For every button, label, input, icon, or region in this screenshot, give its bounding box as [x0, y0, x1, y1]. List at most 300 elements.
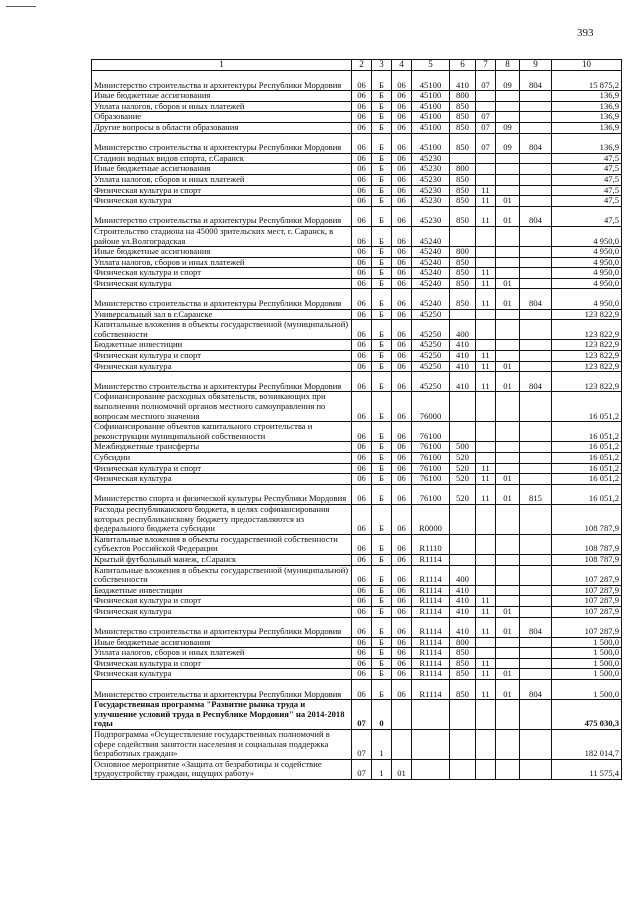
row-code: [496, 759, 520, 779]
row-code: Б: [372, 351, 392, 362]
row-code: R1114: [412, 669, 450, 680]
table-row: [92, 133, 622, 153]
row-code: [476, 504, 496, 534]
row-code: Б: [372, 340, 392, 351]
row-amount: 123 822,9: [552, 340, 622, 351]
row-code: [520, 247, 552, 258]
row-code: [496, 463, 520, 474]
row-code: [496, 730, 520, 760]
row-code: 45250: [412, 340, 450, 351]
row-code: 06: [352, 392, 372, 422]
row-amount: 1 500,0: [552, 669, 622, 680]
row-code: 06: [352, 289, 372, 309]
row-code: [496, 268, 520, 279]
row-code: 850: [450, 680, 476, 700]
row-amount: 136,9: [552, 122, 622, 133]
row-code: R1114: [412, 596, 450, 607]
row-code: 410: [450, 351, 476, 362]
row-code: 06: [392, 372, 412, 392]
row-code: [520, 340, 552, 351]
row-code: [496, 112, 520, 123]
row-code: [520, 474, 552, 485]
row-code: Б: [372, 309, 392, 320]
row-code: 410: [450, 71, 476, 91]
row-amount: 107 287,9: [552, 596, 622, 607]
row-code: 11: [476, 669, 496, 680]
row-label: Капитальные вложения в объекты государственной (муниципальной) собственности: [92, 565, 352, 585]
row-code: [412, 730, 450, 760]
row-code: [496, 257, 520, 268]
row-code: Б: [372, 606, 392, 617]
row-code: 850: [450, 658, 476, 669]
row-code: 45250: [412, 372, 450, 392]
row-code: 850: [450, 278, 476, 289]
row-code: 06: [392, 534, 412, 554]
row-code: [412, 759, 450, 779]
row-code: 520: [450, 484, 476, 504]
row-code: [496, 226, 520, 246]
row-code: 06: [392, 268, 412, 279]
row-code: 76100: [412, 463, 450, 474]
row-code: 76100: [412, 422, 450, 442]
row-amount: 16 051,2: [552, 422, 622, 442]
row-code: 11: [476, 606, 496, 617]
row-code: [520, 351, 552, 362]
row-label: Министерство строительства и архитектуры Республики Мордовия: [92, 71, 352, 91]
row-code: 45230: [412, 174, 450, 185]
row-code: Б: [372, 153, 392, 164]
row-code: 06: [352, 554, 372, 565]
row-code: 45100: [412, 122, 450, 133]
row-code: R1114: [412, 637, 450, 648]
row-code: 06: [352, 153, 372, 164]
row-code: 76100: [412, 452, 450, 463]
row-code: [476, 700, 496, 730]
row-code: 06: [392, 504, 412, 534]
row-code: [450, 730, 476, 760]
row-code: [496, 585, 520, 596]
row-amount: 475 030,3: [552, 700, 622, 730]
row-code: [450, 700, 476, 730]
row-code: 45230: [412, 206, 450, 226]
row-code: 01: [496, 680, 520, 700]
row-code: [496, 164, 520, 175]
table-row: [92, 730, 622, 760]
row-label: Министерство строительства и архитектуры Республики Мордовия: [92, 372, 352, 392]
table-row: [92, 112, 622, 123]
row-code: 06: [352, 309, 372, 320]
row-code: [496, 101, 520, 112]
row-code: 06: [392, 474, 412, 485]
row-label: Субсидии: [92, 452, 352, 463]
row-code: 850: [450, 268, 476, 279]
row-code: 410: [450, 372, 476, 392]
table-row: [92, 565, 622, 585]
row-code: [496, 452, 520, 463]
table-row: [92, 504, 622, 534]
row-code: [520, 185, 552, 196]
row-amount: 16 051,2: [552, 463, 622, 474]
row-code: 850: [450, 196, 476, 207]
row-code: 850: [450, 289, 476, 309]
row-code: [476, 174, 496, 185]
row-amount: 123 822,9: [552, 372, 622, 392]
row-code: [496, 351, 520, 362]
row-code: 520: [450, 463, 476, 474]
row-label: Физическая культура: [92, 669, 352, 680]
row-code: [392, 700, 412, 730]
row-amount: 1 500,0: [552, 658, 622, 669]
row-code: Б: [372, 196, 392, 207]
row-code: 804: [520, 372, 552, 392]
row-code: 06: [392, 554, 412, 565]
table-row: [92, 648, 622, 659]
row-label: Бюджетные инвестиции: [92, 340, 352, 351]
row-code: [476, 257, 496, 268]
row-amount: 107 287,9: [552, 565, 622, 585]
row-code: 06: [352, 422, 372, 442]
row-code: 06: [352, 340, 372, 351]
row-code: 07: [476, 71, 496, 91]
row-amount: 16 051,2: [552, 442, 622, 453]
row-code: 06: [392, 596, 412, 607]
table-row: [92, 585, 622, 596]
row-code: 06: [392, 658, 412, 669]
row-code: 45100: [412, 112, 450, 123]
row-code: 804: [520, 680, 552, 700]
row-code: 06: [352, 185, 372, 196]
row-code: 410: [450, 596, 476, 607]
row-code: 06: [392, 452, 412, 463]
row-code: 09: [496, 133, 520, 153]
header-cell: 4: [392, 60, 412, 71]
row-code: Б: [372, 585, 392, 596]
row-code: [520, 278, 552, 289]
row-amount: 16 051,2: [552, 474, 622, 485]
table-row: [92, 153, 622, 164]
row-amount: 4 950,0: [552, 257, 622, 268]
row-code: [476, 91, 496, 102]
row-amount: 4 950,0: [552, 247, 622, 258]
row-code: [520, 606, 552, 617]
row-code: [520, 637, 552, 648]
row-code: Б: [372, 372, 392, 392]
table-row: [92, 351, 622, 362]
row-code: 07: [476, 122, 496, 133]
row-code: [476, 226, 496, 246]
row-code: 45100: [412, 133, 450, 153]
row-code: R1114: [412, 565, 450, 585]
row-code: [450, 226, 476, 246]
row-code: [476, 585, 496, 596]
row-amount: 123 822,9: [552, 351, 622, 362]
row-code: [476, 340, 496, 351]
row-code: 45230: [412, 196, 450, 207]
row-code: 01: [496, 484, 520, 504]
row-code: [476, 101, 496, 112]
row-code: 01: [496, 196, 520, 207]
row-code: Б: [372, 474, 392, 485]
row-amount: 4 950,0: [552, 278, 622, 289]
row-label: Физическая культура и спорт: [92, 596, 352, 607]
row-code: [450, 759, 476, 779]
row-code: 11: [476, 185, 496, 196]
row-code: Б: [372, 554, 392, 565]
table-row: [92, 196, 622, 207]
row-code: [520, 452, 552, 463]
row-code: [476, 730, 496, 760]
row-code: 800: [450, 91, 476, 102]
row-code: [496, 648, 520, 659]
row-code: [520, 174, 552, 185]
row-code: 11: [476, 617, 496, 637]
row-code: 06: [392, 226, 412, 246]
table-row: [92, 247, 622, 258]
row-code: [520, 196, 552, 207]
row-code: [476, 637, 496, 648]
row-code: [450, 422, 476, 442]
row-code: 06: [392, 392, 412, 422]
row-code: Б: [372, 565, 392, 585]
row-code: Б: [372, 164, 392, 175]
row-code: [412, 700, 450, 730]
row-code: 06: [352, 206, 372, 226]
row-code: 06: [392, 320, 412, 340]
row-code: [496, 565, 520, 585]
table-row: [92, 71, 622, 91]
row-code: Б: [372, 680, 392, 700]
row-code: Б: [372, 463, 392, 474]
row-amount: 47,5: [552, 174, 622, 185]
row-code: [520, 658, 552, 669]
row-code: 45240: [412, 247, 450, 258]
row-code: Б: [372, 648, 392, 659]
row-code: 01: [496, 474, 520, 485]
row-code: [496, 554, 520, 565]
row-code: 850: [450, 133, 476, 153]
row-label: Софинансирование объектов капитального строительства и реконструкции муниципальной собственности: [92, 422, 352, 442]
row-code: 06: [392, 484, 412, 504]
row-code: Б: [372, 185, 392, 196]
row-code: 11: [476, 278, 496, 289]
row-label: Бюджетные инвестиции: [92, 585, 352, 596]
row-code: [520, 463, 552, 474]
row-code: 45230: [412, 153, 450, 164]
row-code: Б: [372, 112, 392, 123]
row-amount: 107 287,9: [552, 617, 622, 637]
row-code: 850: [450, 669, 476, 680]
row-label: Другие вопросы в области образования: [92, 122, 352, 133]
row-label: Уплата налогов, сборов и иных платежей: [92, 101, 352, 112]
row-code: 500: [450, 442, 476, 453]
row-code: R1110: [412, 534, 450, 554]
row-amount: 108 787,9: [552, 504, 622, 534]
row-code: 815: [520, 484, 552, 504]
row-code: [450, 534, 476, 554]
table-row: [92, 700, 622, 730]
row-code: 06: [392, 278, 412, 289]
table-row: [92, 320, 622, 340]
row-code: 804: [520, 617, 552, 637]
row-code: 06: [392, 463, 412, 474]
row-code: 01: [496, 361, 520, 372]
row-code: [476, 452, 496, 463]
header-cell: 9: [520, 60, 552, 71]
table-row: [92, 617, 622, 637]
row-code: 45230: [412, 185, 450, 196]
row-code: 76100: [412, 474, 450, 485]
row-code: 06: [392, 257, 412, 268]
row-code: [520, 361, 552, 372]
row-label: Иные бюджетные ассигнования: [92, 637, 352, 648]
row-code: 520: [450, 474, 476, 485]
row-code: 06: [392, 361, 412, 372]
row-code: 06: [352, 463, 372, 474]
row-code: 1: [372, 730, 392, 760]
row-code: [450, 504, 476, 534]
table-row: [92, 289, 622, 309]
row-code: 410: [450, 340, 476, 351]
scan-corner-mark: [6, 6, 36, 7]
row-code: 400: [450, 565, 476, 585]
row-code: Б: [372, 101, 392, 112]
row-code: R0000: [412, 504, 450, 534]
row-code: 06: [392, 680, 412, 700]
row-label: Физическая культура и спорт: [92, 185, 352, 196]
row-label: Министерство строительства и архитектуры Республики Мордовия: [92, 289, 352, 309]
row-code: 400: [450, 320, 476, 340]
row-code: [476, 759, 496, 779]
row-code: 11: [476, 351, 496, 362]
row-code: 06: [352, 164, 372, 175]
row-code: 06: [352, 268, 372, 279]
row-label: Министерство строительства и архитектуры Республики Мордовия: [92, 617, 352, 637]
row-code: 06: [352, 484, 372, 504]
row-code: [496, 392, 520, 422]
row-code: Б: [372, 637, 392, 648]
row-label: Межбюджетные трансферты: [92, 442, 352, 453]
table-row: [92, 361, 622, 372]
row-amount: 1 500,0: [552, 648, 622, 659]
row-label: Капитальные вложения в объекты государственной (муниципальной) собственности: [92, 320, 352, 340]
table-row: [92, 658, 622, 669]
row-code: [450, 554, 476, 565]
row-code: 06: [352, 504, 372, 534]
row-code: [476, 422, 496, 442]
row-code: Б: [372, 71, 392, 91]
row-code: [520, 101, 552, 112]
row-code: 800: [450, 247, 476, 258]
row-code: 06: [352, 680, 372, 700]
row-code: Б: [372, 361, 392, 372]
header-cell: 2: [352, 60, 372, 71]
table-row: [92, 759, 622, 779]
row-amount: 123 822,9: [552, 361, 622, 372]
row-code: 01: [496, 289, 520, 309]
row-label: Основное мероприятие «Защита от безработицы и содействие трудоустройству граждан, ищущих работу»: [92, 759, 352, 779]
row-code: 45250: [412, 320, 450, 340]
row-code: [476, 534, 496, 554]
row-code: [496, 658, 520, 669]
row-code: 06: [392, 71, 412, 91]
row-label: Универсальный зал в г.Саранске: [92, 309, 352, 320]
row-code: Б: [372, 226, 392, 246]
row-code: 850: [450, 112, 476, 123]
row-code: [520, 759, 552, 779]
row-label: Образование: [92, 112, 352, 123]
row-code: [496, 153, 520, 164]
row-code: R1114: [412, 585, 450, 596]
row-code: 06: [352, 606, 372, 617]
row-code: [496, 504, 520, 534]
row-amount: 47,5: [552, 206, 622, 226]
row-code: 06: [352, 133, 372, 153]
table-row: [92, 164, 622, 175]
table-row: [92, 185, 622, 196]
row-amount: 47,5: [552, 196, 622, 207]
row-code: 06: [392, 164, 412, 175]
row-code: 45250: [412, 309, 450, 320]
row-code: [520, 153, 552, 164]
row-code: 06: [392, 442, 412, 453]
row-code: 45250: [412, 351, 450, 362]
row-code: [476, 164, 496, 175]
row-code: R1114: [412, 617, 450, 637]
header-cell: 10: [552, 60, 622, 71]
row-code: 06: [392, 648, 412, 659]
header-cell: 7: [476, 60, 496, 71]
row-code: 11: [476, 680, 496, 700]
row-code: [496, 422, 520, 442]
row-code: 45240: [412, 257, 450, 268]
row-code: [496, 320, 520, 340]
row-code: [520, 669, 552, 680]
row-code: 06: [392, 585, 412, 596]
row-code: R1114: [412, 648, 450, 659]
row-amount: 4 950,0: [552, 268, 622, 279]
row-amount: 107 287,9: [552, 585, 622, 596]
table-row: [92, 206, 622, 226]
row-code: 06: [352, 91, 372, 102]
row-code: [496, 185, 520, 196]
row-code: 804: [520, 71, 552, 91]
row-code: [450, 392, 476, 422]
row-code: 06: [352, 658, 372, 669]
row-code: Б: [372, 669, 392, 680]
table-row: [92, 278, 622, 289]
row-code: 01: [496, 669, 520, 680]
row-code: [450, 309, 476, 320]
row-code: 06: [352, 669, 372, 680]
row-code: Б: [372, 534, 392, 554]
row-code: 01: [496, 617, 520, 637]
row-code: 76000: [412, 392, 450, 422]
row-code: 45240: [412, 226, 450, 246]
table-row: [92, 101, 622, 112]
row-code: [520, 226, 552, 246]
row-code: 06: [352, 247, 372, 258]
row-code: [520, 164, 552, 175]
row-code: 06: [392, 422, 412, 442]
row-label: Физическая культура и спорт: [92, 658, 352, 669]
row-code: 11: [476, 596, 496, 607]
row-code: 01: [496, 372, 520, 392]
row-code: [476, 648, 496, 659]
row-code: 0: [372, 700, 392, 730]
row-code: 850: [450, 648, 476, 659]
row-code: 01: [496, 606, 520, 617]
row-code: 410: [450, 606, 476, 617]
